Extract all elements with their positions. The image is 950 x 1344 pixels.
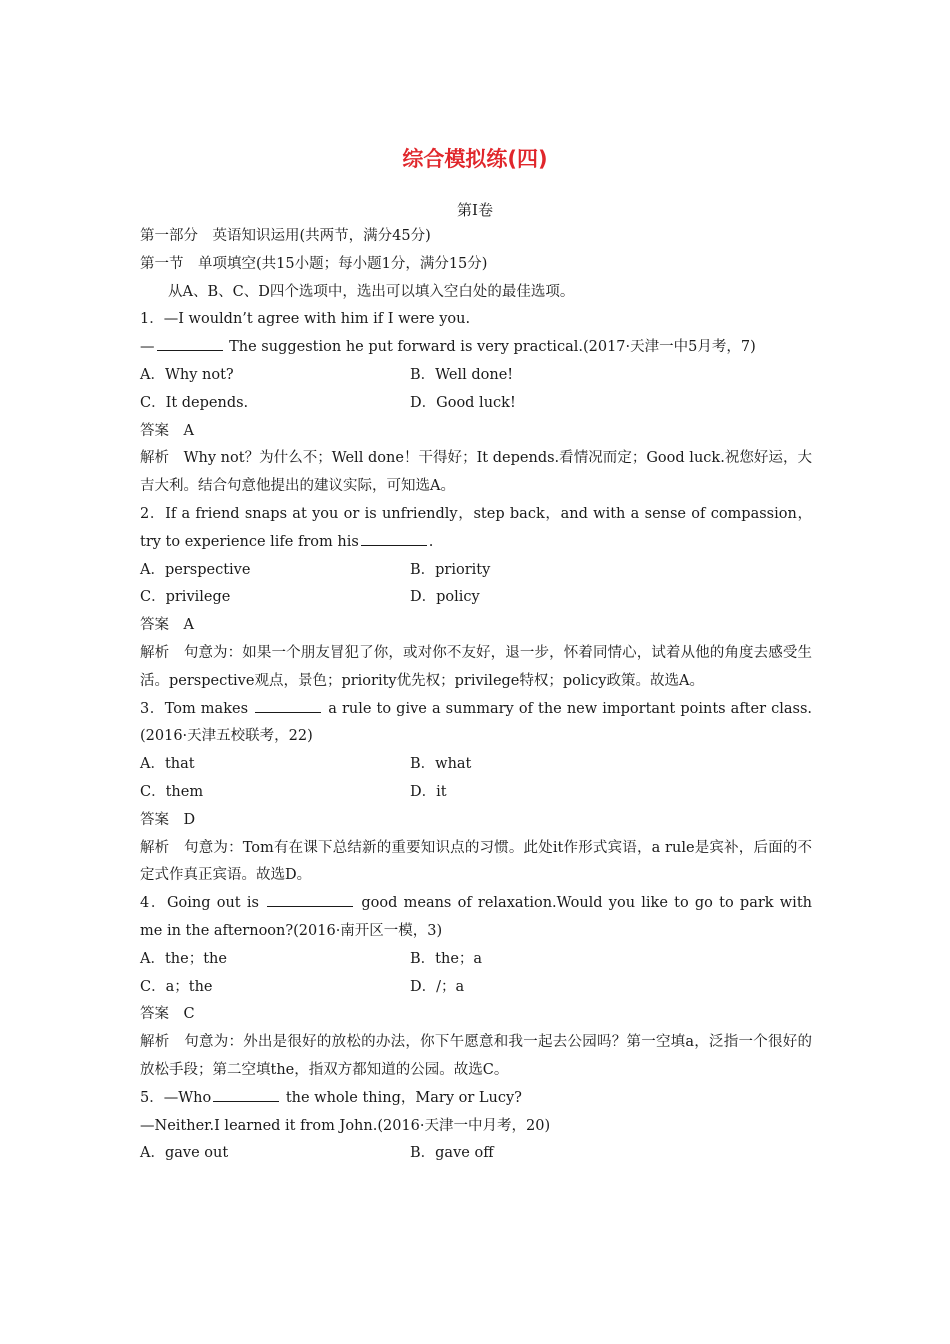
- option-b: B．Well done!: [410, 366, 514, 383]
- question-3: [140, 696, 812, 891]
- question-stem: 5．—Who the whole thing，Mary or Lucy?: [140, 1085, 812, 1113]
- answer-blank: [361, 531, 427, 546]
- options-row: [140, 946, 812, 974]
- answer: 答案 A: [140, 617, 194, 634]
- analysis: 解析 句意为：外出是很好的放松的办法，你下午愿意和我一起去公园吗？第一空填a，泛指一个很好的放松手段；第二空填the，指双方都知道的公园。故选C。: [140, 1034, 812, 1078]
- analysis: 解析 Why not？为什么不；Well done！干得好；It depends.看情况而定；Good luck.祝您好运，大吉大利。结合句意他提出的建议实际，可知选A。: [140, 450, 812, 495]
- option-a: A．gave out: [140, 1145, 229, 1162]
- volume-heading: 第Ⅰ卷: [457, 201, 493, 219]
- option-c: C．a；the: [140, 978, 213, 995]
- page-title: 综合模拟练(四): [402, 147, 548, 171]
- option-b: B．priority: [410, 561, 491, 578]
- question-stem: 3．Tom makes a rule to give a summary of the new important points after class.(2016·天津五校联考，22): [140, 696, 812, 752]
- answer-blank: [213, 1087, 279, 1102]
- option-d: D．Good luck!: [410, 394, 516, 411]
- answer-blank: [267, 892, 353, 907]
- option-c: C．privilege: [140, 589, 231, 606]
- question-4: [140, 890, 812, 1085]
- option-b: B．what: [410, 756, 472, 773]
- option-b: B．gave off: [410, 1145, 494, 1162]
- question-stem: 4．Going out is good means of relaxation.Would you like to go to park with me in the afternoon?(2016·南开区一模，3): [140, 890, 812, 946]
- question-stem: 2．If a friend snaps at you or is unfriendly，step back，and with a sense of compassion，try to experience life from his .: [140, 505, 812, 550]
- answer: 答案 C: [140, 1006, 195, 1023]
- option-b: B．the；a: [410, 950, 483, 967]
- options-row: [140, 1140, 812, 1168]
- part-heading: 第一部分 英语知识运用(共两节，满分45分): [140, 228, 431, 244]
- option-a: A．that: [140, 756, 195, 773]
- options-row: [140, 779, 812, 807]
- content: [140, 223, 812, 1168]
- question-2: [140, 501, 812, 696]
- option-d: D．policy: [410, 589, 480, 606]
- options-row: [140, 362, 812, 390]
- options-row: [140, 751, 812, 779]
- option-c: C．them: [140, 783, 204, 800]
- answer-blank: [157, 336, 223, 351]
- answer-blank: [255, 698, 321, 713]
- question-stem-reply: — The suggestion he put forward is very practical.(2017·天津一中5月考，7): [140, 334, 812, 362]
- question-stem-reply: —Neither.I learned it from John.(2016·天津一中月考，20): [140, 1117, 551, 1134]
- options-row: [140, 557, 812, 585]
- section-heading: 第一节 单项填空(共15小题；每小题1分，满分15分): [140, 255, 488, 272]
- answer: 答案 D: [140, 811, 196, 828]
- option-d: D．/；a: [410, 978, 465, 995]
- question-5: [140, 1085, 812, 1168]
- option-a: A．perspective: [140, 561, 251, 578]
- analysis: 解析 句意为：如果一个朋友冒犯了你，或对你不友好，退一步，怀着同情心，试着从他的角度去感受生活。perspective观点，景色；priority优先权；privilege特权；policy政策。故选A。: [140, 644, 812, 689]
- option-a: A．the；the: [140, 950, 227, 967]
- options-row: [140, 390, 812, 418]
- options-row: [140, 584, 812, 612]
- option-c: C．It depends.: [140, 394, 249, 411]
- instruction: 从A、B、C、D四个选项中，选出可以填入空白处的最佳选项。: [168, 283, 575, 300]
- question-stem: 1．—I wouldn’t agree with him if I were you.: [140, 311, 471, 328]
- option-d: D．it: [410, 783, 447, 800]
- option-a: A．Why not?: [140, 366, 234, 383]
- answer: 答案 A: [140, 422, 194, 439]
- options-row: [140, 974, 812, 1002]
- analysis: 解析 句意为：Tom有在课下总结新的重要知识点的习惯。此处it作形式宾语，a rule是宾补，后面的不定式作真正宾语。故选D。: [140, 839, 812, 884]
- question-1: [140, 306, 812, 501]
